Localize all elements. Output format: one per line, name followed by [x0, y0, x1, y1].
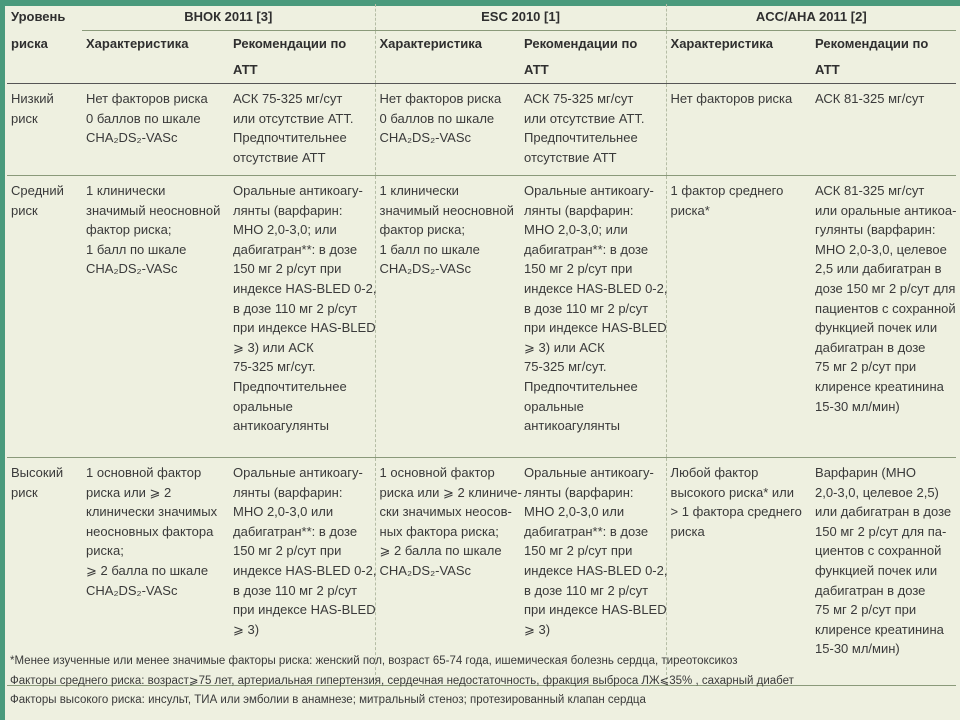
cell-vnok-characteristic: [82, 84, 229, 176]
cell-line: Варфарин (МНО: [815, 465, 917, 480]
cell-line: 75 мг 2 р/сут при: [815, 359, 917, 375]
cell-line: значимый неосновной: [379, 202, 514, 218]
cell-line: 150 мг 2 р/сут при: [233, 261, 342, 277]
cell-line: Оральные антикоагу-: [524, 465, 654, 480]
cell-line: МНО 2,0-3,0 или: [233, 504, 334, 520]
cell-line: риска или ⩾ 2: [86, 484, 172, 500]
cell-line: МНО 2,0-3,0; или: [233, 222, 337, 238]
header-row-groups: [7, 4, 956, 31]
cell-esc-recommendation: [520, 84, 666, 176]
cell-line: 1 балл по шкале: [379, 241, 480, 257]
risk-level-line: Низкий: [11, 91, 54, 106]
cell-line: дабигатран**: в дозе: [524, 241, 649, 257]
cell-line: 1 фактор среднего: [670, 183, 784, 198]
cell-line: Оральные антикоагу-: [233, 465, 363, 480]
cell-line: индексе HAS-BLED 0-2,: [233, 562, 377, 578]
slide-border-left: [0, 0, 5, 720]
cell-line: лянты (варфарин:: [233, 484, 343, 500]
cell-line: 1 клинически: [86, 183, 166, 198]
cell-line: значимый неосновной: [86, 202, 221, 218]
cell-line: индексе HAS-BLED 0-2,: [524, 562, 668, 578]
cell-line: МНО 2,0-3,0; или: [524, 222, 628, 238]
cell-line: ⩾ 3) или АСК: [524, 339, 605, 355]
cell-line: АСК 81-325 мг/сут: [815, 183, 925, 198]
cell-line: дабигатран**: в дозе: [233, 241, 358, 257]
cell-line: Нет факторов риска: [379, 91, 502, 106]
cell-line: функцией почек или: [815, 320, 938, 336]
cell-line: отсутствие АТТ: [524, 149, 617, 165]
header-esc-characteristic: Характеристика: [375, 31, 520, 84]
cell-line: Предпочтительнее: [524, 130, 638, 146]
cell-line: ⩾ 2 балла по шкале: [86, 562, 209, 578]
cell-line: клиренсе креатинина: [815, 621, 944, 637]
cell-line: 1 балл по шкале: [86, 241, 187, 257]
cell-line: ных фактора риска;: [379, 523, 499, 539]
cell-line: оральные: [233, 398, 293, 414]
cell-line: 150 мг 2 р/сут при: [524, 261, 633, 277]
cell-line: Предпочтительнее: [524, 378, 638, 394]
cell-line: 15-30 мл/мин): [815, 398, 900, 414]
cell-line: 1 основной фактор: [379, 465, 495, 480]
header-group-esc: ESC 2010 [1]: [375, 4, 666, 31]
cell-line: ски значимых неосов-: [379, 504, 512, 520]
header-risk-level: Уровень: [11, 9, 66, 24]
risk-level-line: риск: [11, 110, 38, 126]
cell-line: 0 баллов по шкале: [379, 110, 495, 126]
cell-line: в дозе 110 мг 2 р/сут: [233, 300, 358, 316]
cell-line: CHA₂DS₂-VASc: [379, 130, 471, 146]
cell-line: высокого риска* или: [670, 484, 794, 500]
cell-line: при индексе HAS-BLED: [233, 320, 376, 336]
cell-line: циентов с сохранной: [815, 543, 942, 559]
cell-line: Нет факторов риска: [670, 91, 793, 106]
risk-level-cell: [7, 84, 82, 176]
cell-line: 1 клинически: [379, 183, 459, 198]
cell-line: CHA₂DS₂-VASc: [86, 130, 178, 146]
table-body: [7, 84, 956, 686]
cell-line: ⩾ 3): [524, 621, 551, 637]
cell-line: МНО 2,0-3,0, целевое: [815, 241, 947, 257]
cell-acc-characteristic: [666, 176, 811, 458]
cell-esc-recommendation: [520, 176, 666, 458]
header-group-acc-aha: ACC/AHA 2011 [2]: [666, 4, 956, 31]
cell-line: риска;: [86, 543, 124, 559]
cell-line: 15-30 мл/мин): [815, 641, 900, 657]
risk-level-line: Средний: [11, 183, 64, 198]
cell-line: в дозе 110 мг 2 р/сут: [524, 582, 649, 598]
cell-line: функцией почек или: [815, 562, 938, 578]
cell-line: 75-325 мг/сут.: [233, 359, 316, 375]
risk-level-cell: [7, 176, 82, 458]
table-row: [7, 84, 956, 176]
cell-line: риска: [670, 523, 705, 539]
cell-vnok-recommendation: [229, 176, 375, 458]
cell-line: клиренсе креатинина: [815, 378, 944, 394]
footnotes: [10, 652, 950, 711]
cell-line: при индексе HAS-BLED: [524, 602, 667, 618]
cell-line: CHA₂DS₂-VASc: [86, 261, 178, 277]
cell-line: 1 основной фактор: [86, 465, 202, 480]
cell-line: дабигатран в дозе: [815, 339, 926, 355]
cell-line: Оральные антикоагу-: [524, 183, 654, 198]
cell-esc-characteristic: [375, 84, 520, 176]
cell-vnok-recommendation: [229, 84, 375, 176]
cell-line: дабигатран**: в дозе: [524, 523, 649, 539]
cell-line: CHA₂DS₂-VASc: [86, 582, 178, 598]
cell-line: отсутствие АТТ: [233, 149, 326, 165]
cell-line: 75 мг 2 р/сут при: [815, 602, 917, 618]
cell-vnok-characteristic: [82, 176, 229, 458]
risk-level-line: риск: [11, 202, 38, 218]
cell-line: 150 мг 2 р/сут при: [524, 543, 633, 559]
risk-level-line: Высокий: [11, 465, 64, 480]
cell-line: при индексе HAS-BLED: [524, 320, 667, 336]
header-acc-recommendation: Рекомендации по АТТ: [811, 31, 956, 84]
cell-line: 2,5 или дабигатран в: [815, 261, 942, 277]
cell-line: > 1 фактора среднего: [670, 504, 802, 520]
cell-line: АСК 75-325 мг/сут: [524, 91, 634, 106]
cell-line: ⩾ 2 балла по шкале: [379, 543, 502, 559]
cell-line: CHA₂DS₂-VASc: [379, 261, 471, 277]
cell-line: CHA₂DS₂-VASc: [379, 562, 471, 578]
cell-line: Предпочтительнее: [233, 130, 347, 146]
cell-line: риска или ⩾ 2 клиниче-: [379, 484, 522, 500]
header-acc-characteristic: Характеристика: [666, 31, 811, 84]
recommendations-table: [7, 4, 956, 686]
cell-line: 0 баллов по шкале: [86, 110, 201, 126]
cell-esc-characteristic: [375, 176, 520, 458]
cell-line: дозе 150 мг 2 р/сут для: [815, 280, 956, 296]
cell-line: при индексе HAS-BLED: [233, 602, 376, 618]
cell-line: АСК 81-325 мг/сут: [815, 91, 925, 106]
cell-line: фактор риска;: [86, 222, 172, 238]
cell-acc-recommendation: [811, 84, 956, 176]
cell-line: антикоагулянты: [524, 418, 620, 434]
cell-acc-recommendation: [811, 176, 956, 458]
header-vnok-recommendation: Рекомендации по АТТ: [229, 31, 375, 84]
cell-line: Нет факторов риска: [86, 91, 208, 106]
cell-line: гулянты (варфарин:: [815, 222, 936, 238]
header-group-vnok: ВНОК 2011 [3]: [82, 4, 375, 31]
header-row-sub: [7, 31, 956, 84]
header-risk-level-cont: риска: [7, 31, 82, 84]
cell-line: или оральные антикоа-: [815, 202, 957, 218]
cell-line: дабигатран**: в дозе: [233, 523, 358, 539]
cell-line: неосновных фактора: [86, 523, 214, 539]
footnote-high-risk-factors: Факторы высокого риска: инсульт, ТИА или эмболии в анамнезе; митральный стеноз; протезированный клапан сердца: [10, 694, 646, 706]
footnote-less-studied-factors: *Менее изученные или менее значимые факторы риска: женский пол, возраст 65-74 года, ишемическая болезнь сердца, тиреотоксикоз: [10, 655, 738, 667]
cell-line: или отсутствие АТТ.: [524, 110, 645, 126]
cell-line: или дабигатран в дозе: [815, 504, 952, 520]
cell-line: 150 мг 2 р/сут для па-: [815, 523, 947, 539]
cell-acc-characteristic: [666, 84, 811, 176]
cell-line: фактор риска;: [379, 222, 465, 238]
footnote-moderate-risk-factors: Факторы среднего риска: возраст⩾75 лет, артериальная гипертензия, сердечная недостаточность, фракция выброса ЛЖ⩽35% , сахарный диабет: [10, 674, 794, 687]
cell-line: Оральные антикоагу-: [233, 183, 363, 198]
cell-line: АСК 75-325 мг/сут: [233, 91, 343, 106]
cell-line: лянты (варфарин:: [524, 202, 634, 218]
cell-line: или отсутствие АТТ.: [233, 110, 354, 126]
table-row: [7, 176, 956, 458]
cell-line: МНО 2,0-3,0 или: [524, 504, 625, 520]
cell-line: в дозе 110 мг 2 р/сут: [233, 582, 358, 598]
cell-line: 75-325 мг/сут.: [524, 359, 607, 375]
cell-line: оральные: [524, 398, 584, 414]
header-esc-recommendation: Рекомендации по АТТ: [520, 31, 666, 84]
cell-line: ⩾ 3): [233, 621, 260, 637]
cell-line: 150 мг 2 р/сут при: [233, 543, 342, 559]
cell-line: Предпочтительнее: [233, 378, 347, 394]
cell-line: лянты (варфарин:: [233, 202, 343, 218]
cell-line: Любой фактор: [670, 465, 759, 480]
risk-level-line: риск: [11, 484, 38, 500]
cell-line: дабигатран в дозе: [815, 582, 926, 598]
header-vnok-characteristic: Характеристика: [82, 31, 229, 84]
cell-line: 2,0-3,0, целевое 2,5): [815, 484, 939, 500]
cell-line: антикоагулянты: [233, 418, 329, 434]
cell-line: в дозе 110 мг 2 р/сут: [524, 300, 649, 316]
cell-line: риска*: [670, 202, 710, 218]
cell-line: индексе HAS-BLED 0-2,: [233, 280, 377, 296]
cell-line: индексе HAS-BLED 0-2,: [524, 280, 668, 296]
cell-line: пациентов с сохранной: [815, 300, 956, 316]
cell-line: ⩾ 3) или АСК: [233, 339, 314, 355]
cell-line: клинически значимых: [86, 504, 218, 520]
cell-line: лянты (варфарин:: [524, 484, 634, 500]
